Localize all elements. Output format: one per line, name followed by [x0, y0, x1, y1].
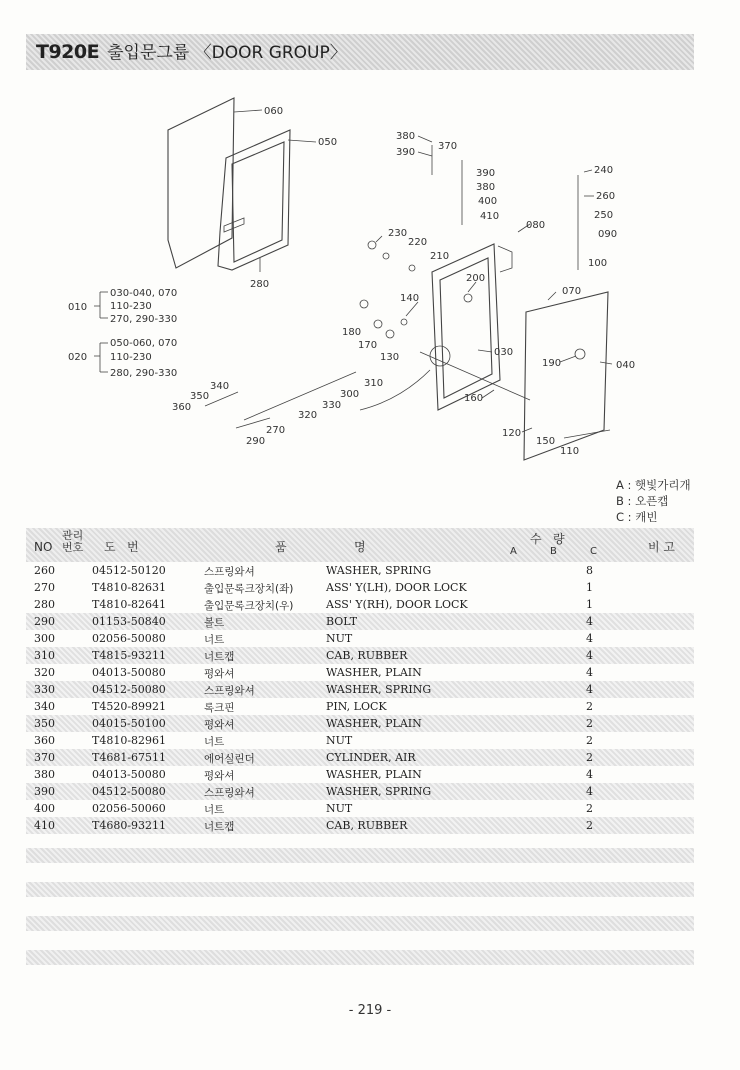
callout: 250 [594, 210, 614, 221]
group-line: 050-060, 070 [110, 338, 178, 349]
table-row: 300 02056-50080 너트 NUT 4 [34, 632, 593, 646]
callout: 390 [396, 147, 416, 158]
callout: 380 [476, 182, 496, 193]
table-row: 260 04512-50120 스프링와셔 WASHER, SPRING 8 [34, 564, 593, 578]
legend [616, 477, 691, 525]
callout: 400 [478, 196, 498, 207]
callout: 410 [480, 211, 500, 222]
callout: 090 [598, 229, 618, 240]
callout: 010 [68, 302, 88, 313]
callout: 130 [380, 352, 400, 363]
callout: 390 [476, 168, 496, 179]
empty-row-band [26, 950, 694, 965]
legend-item: A : 햇빛가리개 [616, 478, 691, 492]
exploded-parts-diagram [0, 80, 740, 480]
callout: 330 [322, 400, 342, 411]
col-qty-c: C [590, 546, 597, 557]
callout: 260 [596, 191, 616, 202]
hardware-parts [205, 145, 610, 438]
empty-row-band [26, 916, 694, 931]
page-number: - 219 - [348, 1003, 392, 1018]
callout: 030 [494, 347, 514, 358]
group-line: 030-040, 070 [110, 288, 178, 299]
callout: 220 [408, 237, 428, 248]
table-row: 380 04013-50080 평와셔 WASHER, PLAIN 4 [34, 768, 593, 782]
table-row: 410 T4680-93211 너트캡 CAB, RUBBER 2 [26, 817, 694, 834]
table-row: 360 T4810-82961 너트 NUT 2 [34, 734, 593, 748]
callout: 270 [266, 425, 286, 436]
callout: 310 [364, 378, 384, 389]
callout: 050 [318, 137, 338, 148]
col-qty-b: B [550, 546, 557, 557]
group-line: 110-230 [110, 301, 152, 312]
callout: 320 [298, 410, 318, 421]
col-item: 품 [275, 540, 287, 554]
legend-item: C : 캐빈 [616, 510, 658, 524]
callout: 360 [172, 402, 192, 413]
table-row: 290 01153-50840 볼트 BOLT 4 [26, 613, 694, 630]
page-title [36, 38, 347, 63]
callout: 020 [68, 352, 88, 363]
table-row: 340 T4520-89921 록크핀 PIN, LOCK 2 [34, 700, 593, 714]
col-drawing: 도 번 [104, 540, 139, 554]
col-name: 명 [354, 540, 366, 554]
callout: 040 [616, 360, 636, 371]
callout-labels [68, 106, 635, 457]
callout: 240 [594, 165, 614, 176]
callout: 350 [190, 391, 210, 402]
callout: 190 [542, 358, 562, 369]
callout: 380 [396, 131, 416, 142]
callout: 210 [430, 251, 450, 262]
callout: 280 [250, 279, 270, 290]
callout: 060 [264, 106, 284, 117]
callout: 110 [560, 446, 580, 457]
callout: 150 [536, 436, 556, 447]
group-title: 출입문그룹 〈DOOR GROUP〉 [107, 43, 347, 63]
callout: 370 [438, 141, 458, 152]
callout: 160 [464, 393, 484, 404]
col-mgmt: 관리번호 [62, 529, 84, 554]
callout: 170 [358, 340, 378, 351]
col-no: NO [34, 540, 53, 554]
col-remark: 비 고 [648, 540, 675, 554]
empty-row-band [26, 848, 694, 863]
table-row: 400 02056-50060 너트 NUT 2 [34, 802, 593, 816]
table-row: 280 T4810-82641 출입문록크장치(우) ASS' Y(RH), DOOR LOCK 1 [34, 598, 593, 612]
assembly-groups [110, 288, 177, 379]
group-line: 280, 290-330 [110, 368, 178, 379]
col-qty: 수 량 [530, 532, 565, 546]
callout: 230 [388, 228, 408, 239]
callout: 290 [246, 436, 266, 447]
table-row: 310 T4815-93211 너트캡 CAB, RUBBER 4 [26, 647, 694, 664]
table-row: 320 04013-50080 평와셔 WASHER, PLAIN 4 [34, 666, 593, 680]
door-frame-left [218, 130, 290, 270]
callout: 100 [588, 258, 608, 269]
group-line: 110-230 [110, 352, 152, 363]
callout: 080 [526, 220, 546, 231]
col-qty-a: A [510, 546, 517, 557]
table-row: 350 04015-50100 평와셔 WASHER, PLAIN 2 [26, 715, 694, 732]
table-row: 330 04512-50080 스프링와셔 WASHER, SPRING 4 [26, 681, 694, 698]
table-row: 370 T4681-67511 에어실린더 CYLINDER, AIR 2 [26, 749, 694, 766]
callout: 180 [342, 327, 362, 338]
door-glass-right [524, 292, 608, 460]
callout: 140 [400, 293, 420, 304]
door-frame-right [432, 244, 500, 410]
table-row: 390 04512-50080 스프링와셔 WASHER, SPRING 4 [26, 783, 694, 800]
callout: 070 [562, 286, 582, 297]
legend-item: B : 오픈캡 [616, 494, 669, 508]
empty-row-band [26, 882, 694, 897]
leader-lines [94, 110, 612, 432]
group-line: 270, 290-330 [110, 314, 178, 325]
callout: 120 [502, 428, 522, 439]
callout: 200 [466, 273, 486, 284]
table-row: 270 T4810-82631 출입문록크장치(좌) ASS' Y(LH), DOOR LOCK 1 [34, 581, 593, 595]
model-code: T920E [36, 41, 100, 63]
callout: 300 [340, 389, 360, 400]
callout: 340 [210, 381, 230, 392]
